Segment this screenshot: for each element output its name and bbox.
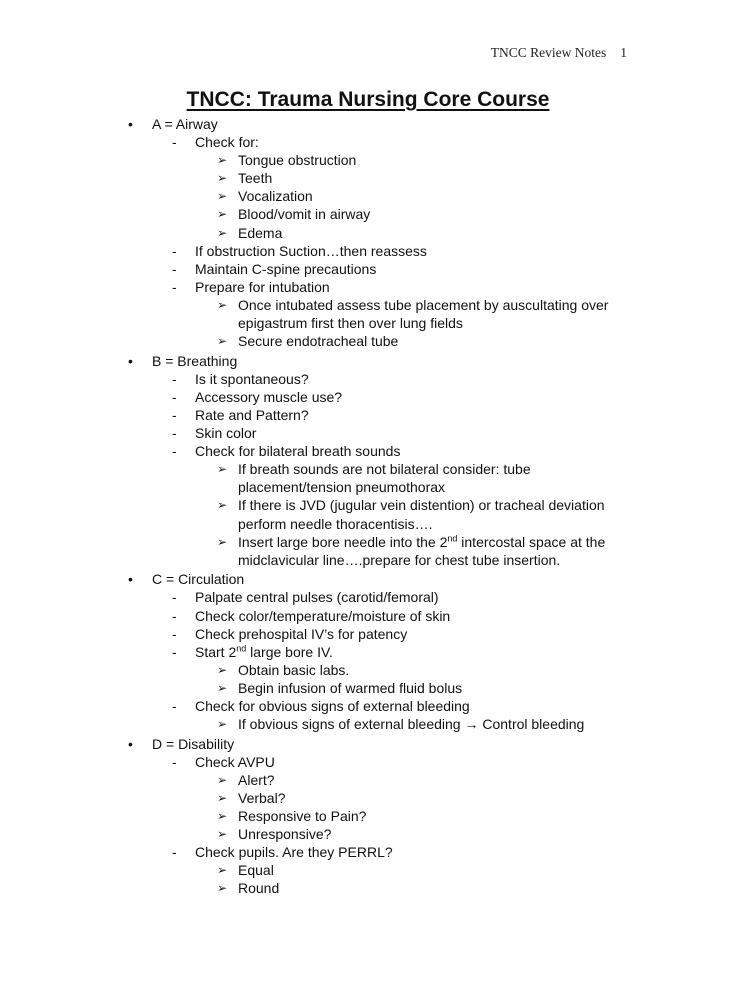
dash-icon: - [172, 242, 177, 259]
list-item [0, 879, 736, 897]
item-text: Obtain basic labs. [238, 661, 350, 678]
item-text: Check for obvious signs of external bleeding [195, 698, 470, 714]
section-heading: C = Circulation [152, 571, 245, 588]
list-item [0, 697, 736, 715]
ordinal-suffix: nd [447, 533, 458, 543]
item-text: Is it spontaneous? [195, 370, 309, 387]
arrow-bullet-icon: ➢ [217, 334, 228, 349]
list-item [0, 424, 736, 442]
list-item [0, 643, 736, 661]
item-text: Prepare for intubation [195, 278, 330, 295]
list-item [0, 771, 736, 789]
dash-icon: - [172, 370, 177, 387]
arrow-bullet-icon: ➢ [217, 153, 228, 168]
arrow-bullet-icon: ➢ [217, 863, 228, 878]
running-header [491, 45, 627, 61]
section-heading: B = Breathing [152, 352, 238, 369]
list-item [0, 753, 736, 771]
dash-icon: - [172, 753, 177, 770]
item-text: Secure endotracheal tube [238, 333, 399, 350]
item-text: Edema [238, 224, 283, 241]
item-text: Check AVPU [195, 753, 275, 770]
item-text: Palpate central pulses (carotid/femoral) [195, 589, 439, 606]
list-item [0, 533, 736, 551]
arrow-bullet-icon: ➢ [217, 534, 228, 549]
arrow-bullet-icon: ➢ [217, 189, 228, 204]
dash-icon: - [172, 844, 177, 861]
list-item [0, 442, 736, 460]
dash-icon: - [172, 278, 177, 295]
outline [0, 115, 736, 898]
item-text: If breath sounds are not bilateral consider: tube [238, 461, 531, 478]
list-item [0, 807, 736, 825]
bullet-icon: • [128, 352, 133, 369]
item-text: Responsive to Pain? [238, 808, 367, 825]
list-item-continuation [0, 515, 736, 533]
dash-icon: - [172, 425, 177, 442]
bullet-icon: • [128, 735, 133, 752]
item-text: If obstruction Suction…then reassess [195, 242, 427, 259]
arrow-bullet-icon: ➢ [217, 827, 228, 842]
list-item [0, 460, 736, 478]
list-item [0, 406, 736, 424]
list-item [0, 332, 736, 350]
item-text: Check prehospital IV’s for patency [195, 625, 408, 642]
ordinal-suffix: nd [236, 643, 247, 654]
item-text: Teeth [238, 170, 273, 187]
list-item [0, 260, 736, 278]
dash-icon: - [172, 607, 177, 624]
page-number: 1 [620, 45, 627, 60]
item-text: midclavicular line….prepare for chest tube insertion. [238, 551, 561, 568]
section-heading: D = Disability [152, 735, 235, 752]
item-text: epigastrum first then over lung fields [238, 315, 463, 332]
list-item [0, 278, 736, 296]
item-text: Blood/vomit in airway [238, 206, 371, 223]
dash-icon: - [172, 443, 177, 460]
list-item [0, 370, 736, 388]
list-item [0, 843, 736, 861]
list-item [0, 187, 736, 205]
arrow-bullet-icon: ➢ [217, 790, 228, 805]
item-text: Accessory muscle use? [195, 388, 343, 405]
item-text: Alert? [238, 771, 275, 788]
dash-icon: - [172, 388, 177, 405]
list-item-continuation [0, 314, 736, 332]
dash-icon: - [172, 407, 177, 423]
document-title: TNCC: Trauma Nursing Core Course [186, 88, 550, 111]
arrow-bullet-icon: ➢ [217, 207, 228, 222]
dash-icon: - [172, 643, 177, 660]
list-item-continuation [0, 478, 736, 496]
arrow-bullet-icon: ➢ [217, 809, 228, 824]
item-text: placement/tension pneumothorax [238, 479, 446, 496]
arrow-bullet-icon: ➢ [217, 462, 228, 477]
item-text: Check pupils. Are they PERRL? [195, 844, 393, 861]
list-item [0, 242, 736, 260]
section-heading: A = Airway [152, 116, 218, 132]
item-text: Begin infusion of warmed fluid bolus [238, 679, 463, 696]
section-circulation [0, 570, 736, 733]
arrow-bullet-icon: ➢ [217, 881, 228, 896]
item-text: Tongue obstruction [238, 152, 357, 169]
arrow-bullet-icon: ➢ [217, 498, 228, 513]
item-text: Once intubated assess tube placement by auscultating over [238, 296, 609, 313]
dash-icon: - [172, 698, 177, 714]
item-text: If there is JVD (jugular vein distention) or tracheal deviation [238, 497, 605, 514]
item-text: Skin color [195, 425, 257, 442]
bullet-icon: • [128, 571, 133, 588]
arrow-bullet-icon: ➢ [217, 680, 228, 695]
item-text: Verbal? [238, 789, 286, 806]
list-item [0, 151, 736, 169]
item-text: Maintain C-spine precautions [195, 260, 377, 277]
list-item [0, 570, 736, 588]
arrow-bullet-icon: ➢ [217, 225, 228, 240]
dash-icon: - [172, 260, 177, 277]
item-text: Equal [238, 862, 274, 879]
item-text: Control bleeding [478, 716, 585, 733]
list-item [0, 388, 736, 406]
list-item [0, 224, 736, 242]
item-text: Check for: [195, 134, 259, 151]
item-text: Vocalization [238, 188, 313, 205]
dash-icon: - [172, 134, 177, 151]
section-airway [0, 115, 736, 350]
item-text: large bore IV. [246, 643, 333, 660]
item-text: intercostal space at the [457, 533, 606, 550]
item-text: Check for bilateral breath sounds [195, 443, 401, 460]
section-breathing [0, 352, 736, 569]
list-item [0, 115, 736, 133]
arrow-bullet-icon: ➢ [217, 717, 228, 732]
item-text: If obvious signs of external bleeding [238, 716, 465, 733]
item-text: Insert large bore needle into the 2 [238, 533, 448, 550]
list-item [0, 825, 736, 843]
item-text: Round [238, 880, 280, 897]
list-item [0, 205, 736, 223]
running-title: TNCC Review Notes [490, 45, 607, 60]
item-text: perform needle thoracentisis…. [238, 515, 433, 532]
list-item [0, 661, 736, 679]
item-text: Unresponsive? [238, 826, 332, 843]
bullet-icon: • [128, 116, 133, 132]
arrow-bullet-icon: ➢ [217, 297, 228, 312]
list-item [0, 607, 736, 625]
list-item [0, 352, 736, 370]
list-item [0, 789, 736, 807]
section-disability [0, 735, 736, 898]
list-item [0, 296, 736, 314]
dash-icon: - [172, 589, 177, 606]
list-item [0, 133, 736, 151]
list-item [0, 169, 736, 187]
arrow-bullet-icon: ➢ [217, 171, 228, 186]
list-item-continuation [0, 551, 736, 569]
list-item [0, 496, 736, 514]
item-text: Start 2 [195, 643, 237, 660]
dash-icon: - [172, 625, 177, 642]
list-item [0, 679, 736, 697]
right-arrow-icon: → [464, 716, 479, 733]
arrow-bullet-icon: ➢ [217, 772, 228, 787]
list-item [0, 625, 736, 643]
list-item [0, 735, 736, 753]
arrow-bullet-icon: ➢ [217, 662, 228, 677]
item-text: Check color/temperature/moisture of skin [195, 607, 451, 624]
list-item [0, 861, 736, 879]
list-item [0, 715, 736, 733]
item-text: Rate and Pattern? [195, 407, 309, 423]
list-item [0, 588, 736, 606]
